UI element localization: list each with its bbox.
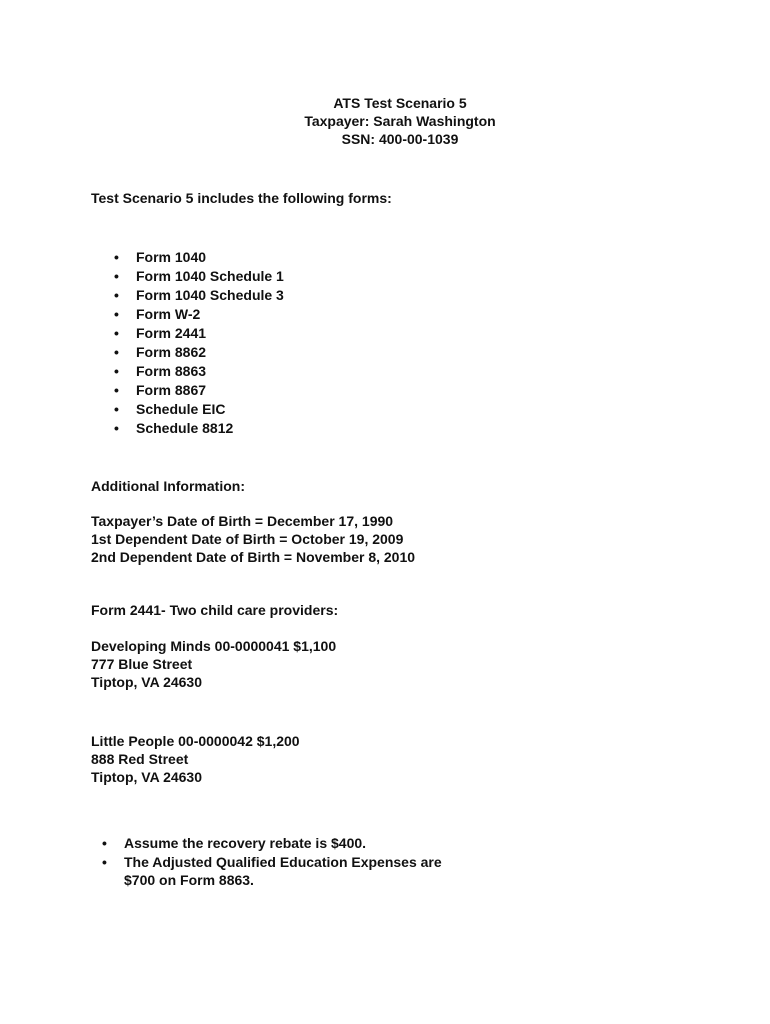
provider-little-people [91,732,300,786]
document-header [0,94,770,148]
taxpayer-ssn: SSN: 400-00-1039 [341,131,459,147]
provider-street: 777 Blue Street [91,656,193,672]
list-item: • Form 1040 [136,248,284,267]
list-item: • Schedule 8812 [136,419,284,438]
list-item: • Form 8862 [136,343,284,362]
additional-info-heading: Additional Information: [91,478,245,494]
list-item: • Form 1040 Schedule 3 [136,286,284,305]
dependent2-dob: 2nd Dependent Date of Birth = November 8, 2010 [91,549,416,565]
forms-list [136,248,284,438]
list-item: • Form 2441 [136,324,284,343]
taxpayer-name: Taxpayer: Sarah Washington [304,113,496,129]
list-item: • Form W-2 [136,305,284,324]
list-item: • The Adjusted Qualified Education Expenses are $700 on Form 8863. [124,853,454,890]
notes-list [124,834,454,890]
taxpayer-dob: Taxpayer’s Date of Birth = December 17, 1990 [91,513,394,529]
forms-intro: Test Scenario 5 includes the following forms: [91,190,392,206]
provider-street: 888 Red Street [91,751,189,767]
dates-of-birth [91,512,415,566]
provider-city: Tiptop, VA 24630 [91,674,202,690]
document-title: ATS Test Scenario 5 [333,95,467,111]
provider-name-line: Developing Minds 00-0000041 $1,100 [91,638,337,654]
list-item: • Form 8863 [136,362,284,381]
provider-name-line: Little People 00-0000042 $1,200 [91,733,300,749]
provider-developing-minds [91,637,336,691]
list-item: • Assume the recovery rebate is $400. [124,834,454,853]
dependent1-dob: 1st Dependent Date of Birth = October 19, 2009 [91,531,404,547]
list-item: • Form 8867 [136,381,284,400]
providers-heading: Form 2441- Two child care providers: [91,602,339,618]
provider-city: Tiptop, VA 24630 [91,769,202,785]
list-item: • Form 1040 Schedule 1 [136,267,284,286]
list-item: • Schedule EIC [136,400,284,419]
